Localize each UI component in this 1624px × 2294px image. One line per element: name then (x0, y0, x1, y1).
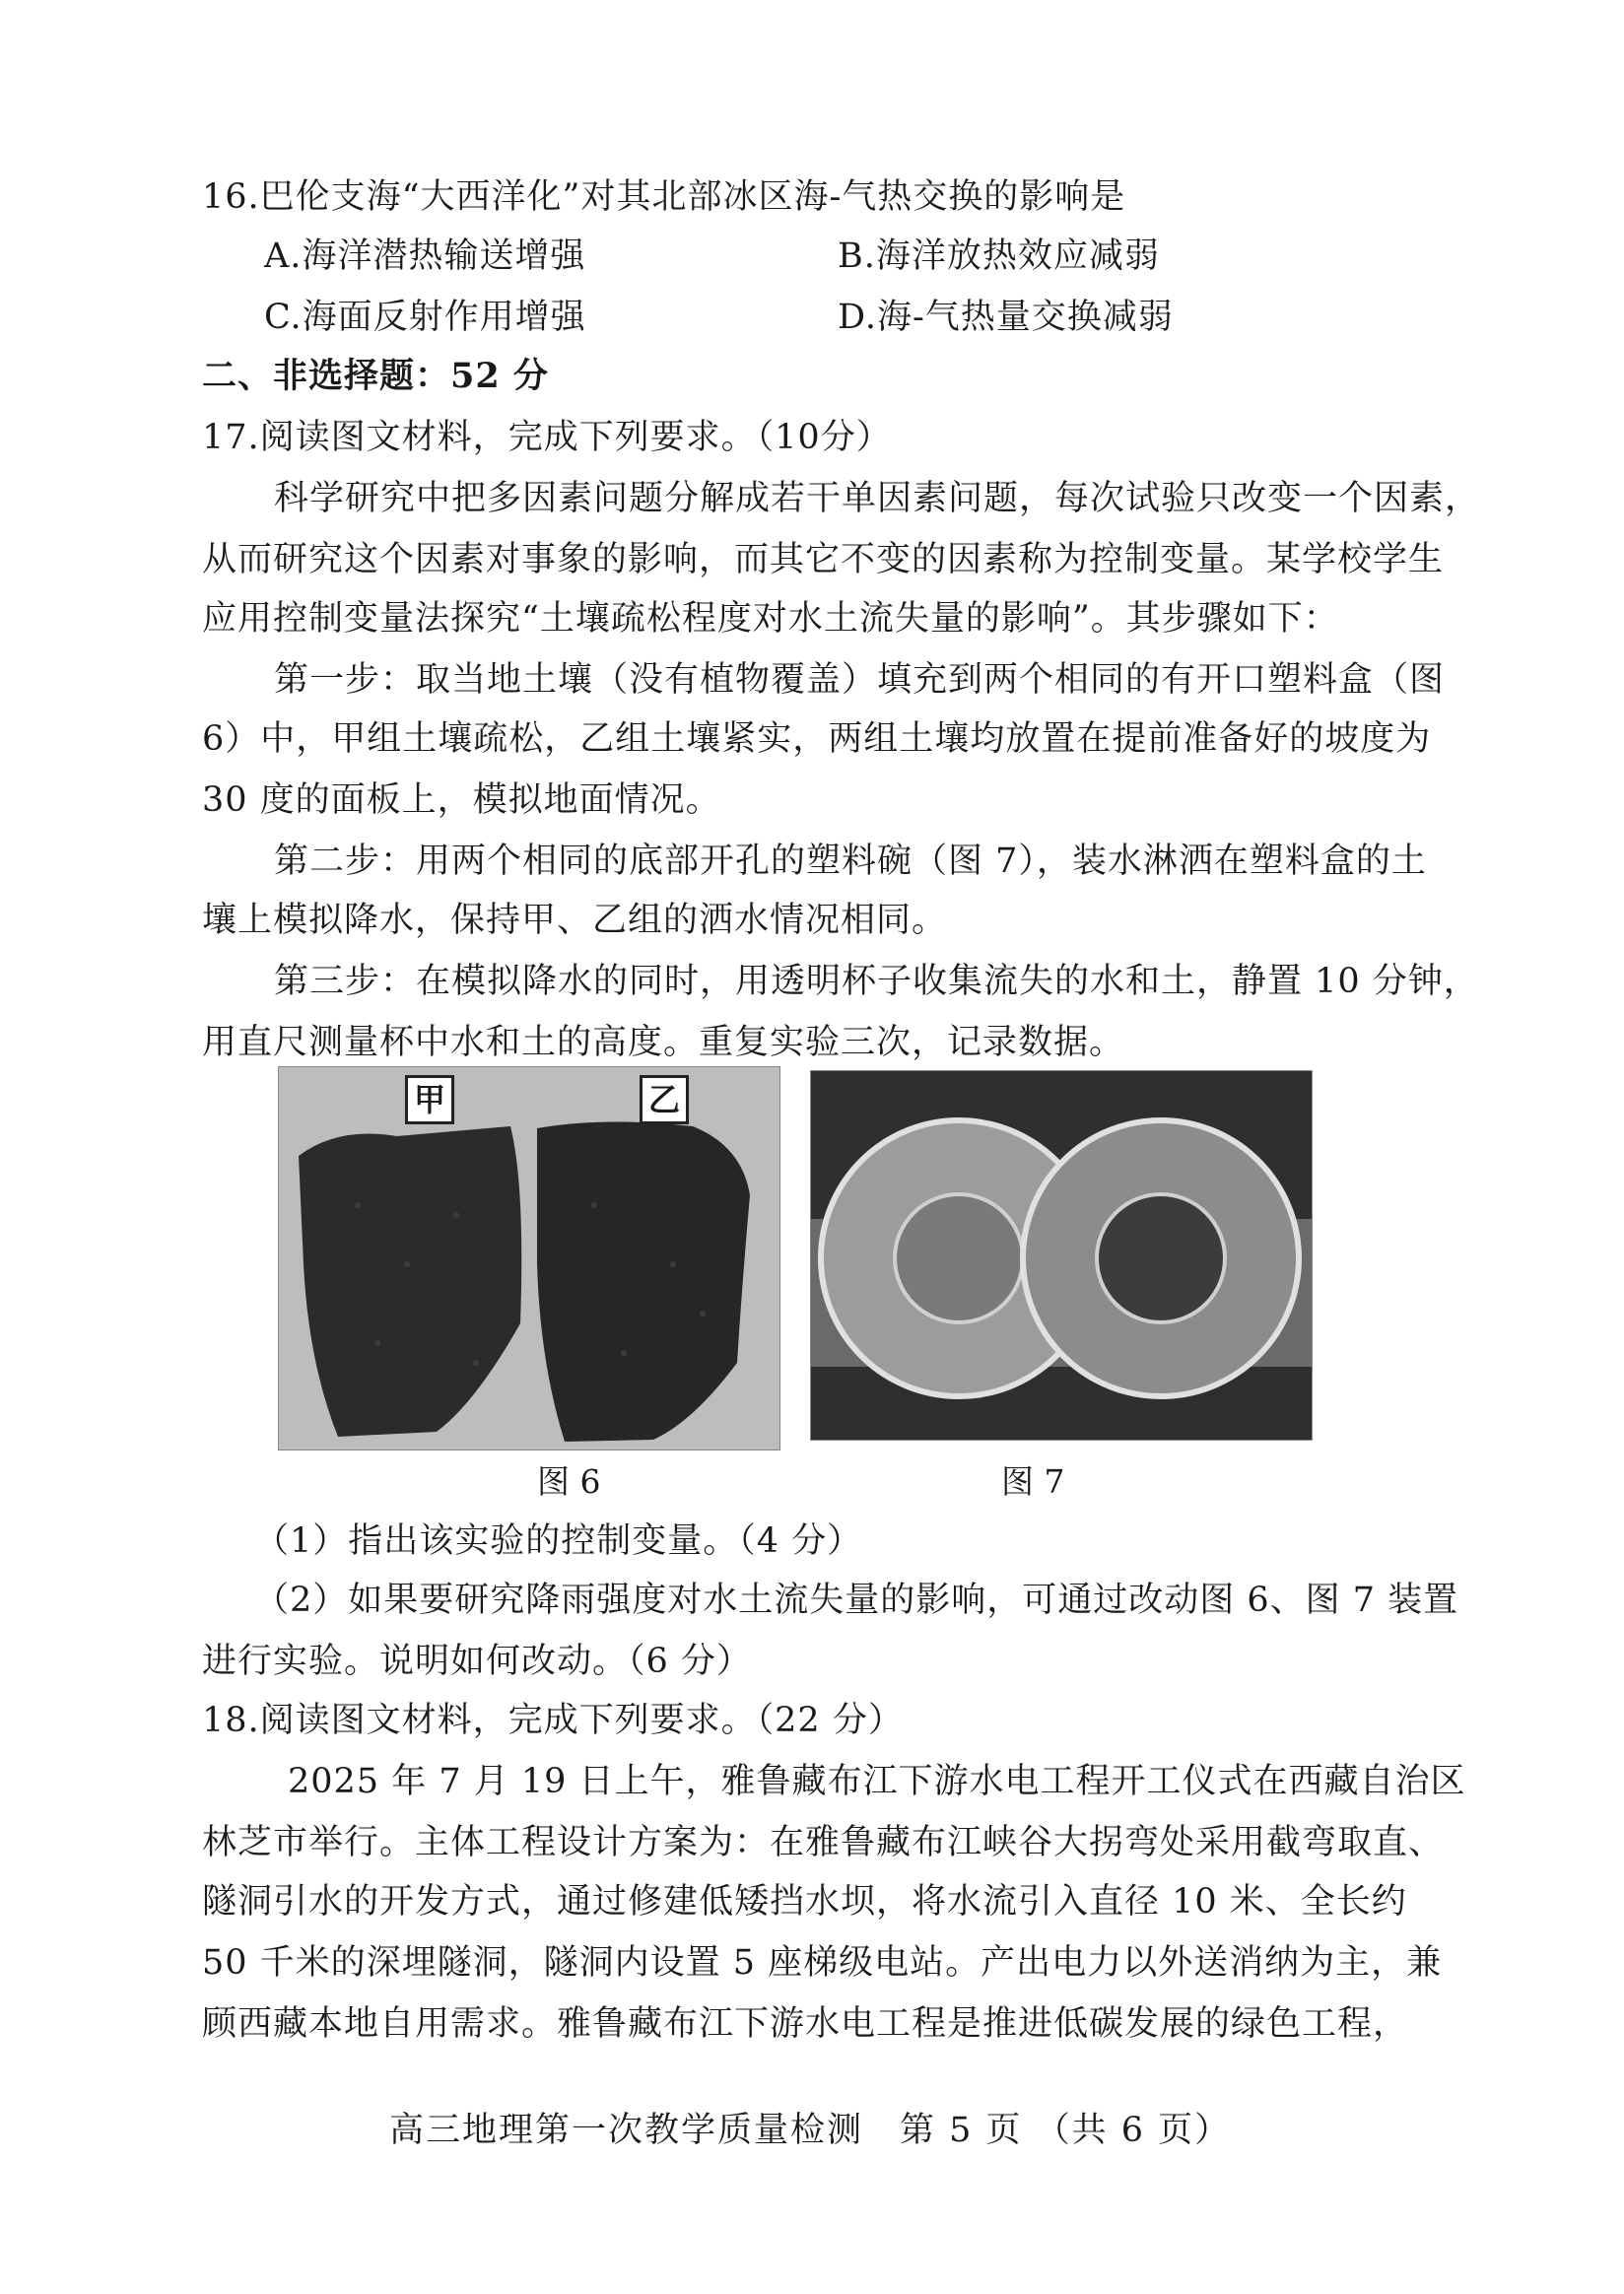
q16-option-a: A.海洋潜热输送增强 (264, 236, 586, 276)
q16-option-c: C.海面反射作用增强 (264, 298, 586, 337)
q18-para-line: 2025 年 7 月 19 日上午，雅鲁藏布江下游水电工程开工仪式在西藏自治区 (288, 1762, 1466, 1801)
q17-step3-line: 第三步：在模拟降水的同时，用透明杯子收集流失的水和土，静置 10 分钟， (274, 962, 1479, 1001)
soil-boxes-photo (279, 1067, 779, 1450)
label-yi: 乙 (640, 1075, 689, 1124)
q17-para1-line: 科学研究中把多因素问题分解成若干单因素问题，每次试验只改变一个因素， (274, 479, 1481, 518)
q17-sub2-line: （2）如果要研究降雨强度对水土流失量的影响，可通过改动图 6、图 7 装置 (254, 1581, 1459, 1620)
q17-sub2-line: 进行实验。说明如何改动。（6 分） (202, 1642, 752, 1681)
q17-para1-line: 从而研究这个因素对事象的影响，而其它不变的因素称为控制变量。某学校学生 (202, 540, 1445, 579)
figure-7-caption: 图 7 (1001, 1462, 1065, 1501)
q17-step1-line: 第一步：取当地土壤（没有植物覆盖）填充到两个相同的有开口塑料盒（图 (274, 660, 1446, 700)
q17-step2-line: 第二步：用两个相同的底部开孔的塑料碗（图 7），装水淋洒在塑料盒的土 (274, 842, 1427, 881)
q17-step1-line: 6）中，甲组土壤疏松，乙组土壤紧实，两组土壤均放置在提前准备好的坡度为 (202, 719, 1432, 759)
figure-7-photo (810, 1070, 1313, 1441)
q16-option-d: D.海-气热量交换减弱 (838, 298, 1174, 337)
section2-heading: 二、非选择题：52 分 (202, 356, 549, 396)
q18-para-line: 顾西藏本地自用需求。雅鲁藏布江下游水电工程是推进低碳发展的绿色工程， (202, 2004, 1409, 2044)
q17-step3-line: 用直尺测量杯中水和土的高度。重复实验三次，记录数据。 (202, 1023, 1125, 1062)
q16-option-b: B.海洋放热效应减弱 (838, 236, 1160, 276)
q16-stem: 16.巴伦支海“大西洋化”对其北部冰区海-气热交换的影响是 (202, 177, 1126, 217)
figure-6-photo (278, 1066, 780, 1451)
q18-para-line: 50 千米的深埋隧洞，隧洞内设置 5 座梯级电站。产出电力以外送消纳为主，兼 (202, 1943, 1443, 1983)
q18-title: 18.阅读图文材料，完成下列要求。（22 分） (202, 1701, 904, 1740)
q17-step1-line: 30 度的面板上，模拟地面情况。 (202, 780, 721, 820)
figure-6-caption: 图 6 (537, 1462, 601, 1501)
q17-sub1: （1）指出该实验的控制变量。（4 分） (254, 1521, 863, 1561)
q17-title: 17.阅读图文材料，完成下列要求。（10分） (202, 418, 892, 457)
page-footer: 高三地理第一次教学质量检测 第 5 页 （共 6 页） (389, 2111, 1232, 2150)
plastic-bowls-photo (811, 1071, 1312, 1440)
q17-step2-line: 壤上模拟降水，保持甲、乙组的洒水情况相同。 (202, 901, 948, 940)
q17-para1-line: 应用控制变量法探究“土壤疏松程度对水土流失量的影响”。其步骤如下： (202, 599, 1339, 639)
q18-para-line: 隧洞引水的开发方式，通过修建低矮挡水坝，将水流引入直径 10 米、全长约 (202, 1882, 1407, 1922)
q18-para-line: 林芝市举行。主体工程设计方案为：在雅鲁藏布江峡谷大拐弯处采用截弯取直、 (202, 1823, 1445, 1862)
label-jia: 甲 (405, 1075, 454, 1124)
